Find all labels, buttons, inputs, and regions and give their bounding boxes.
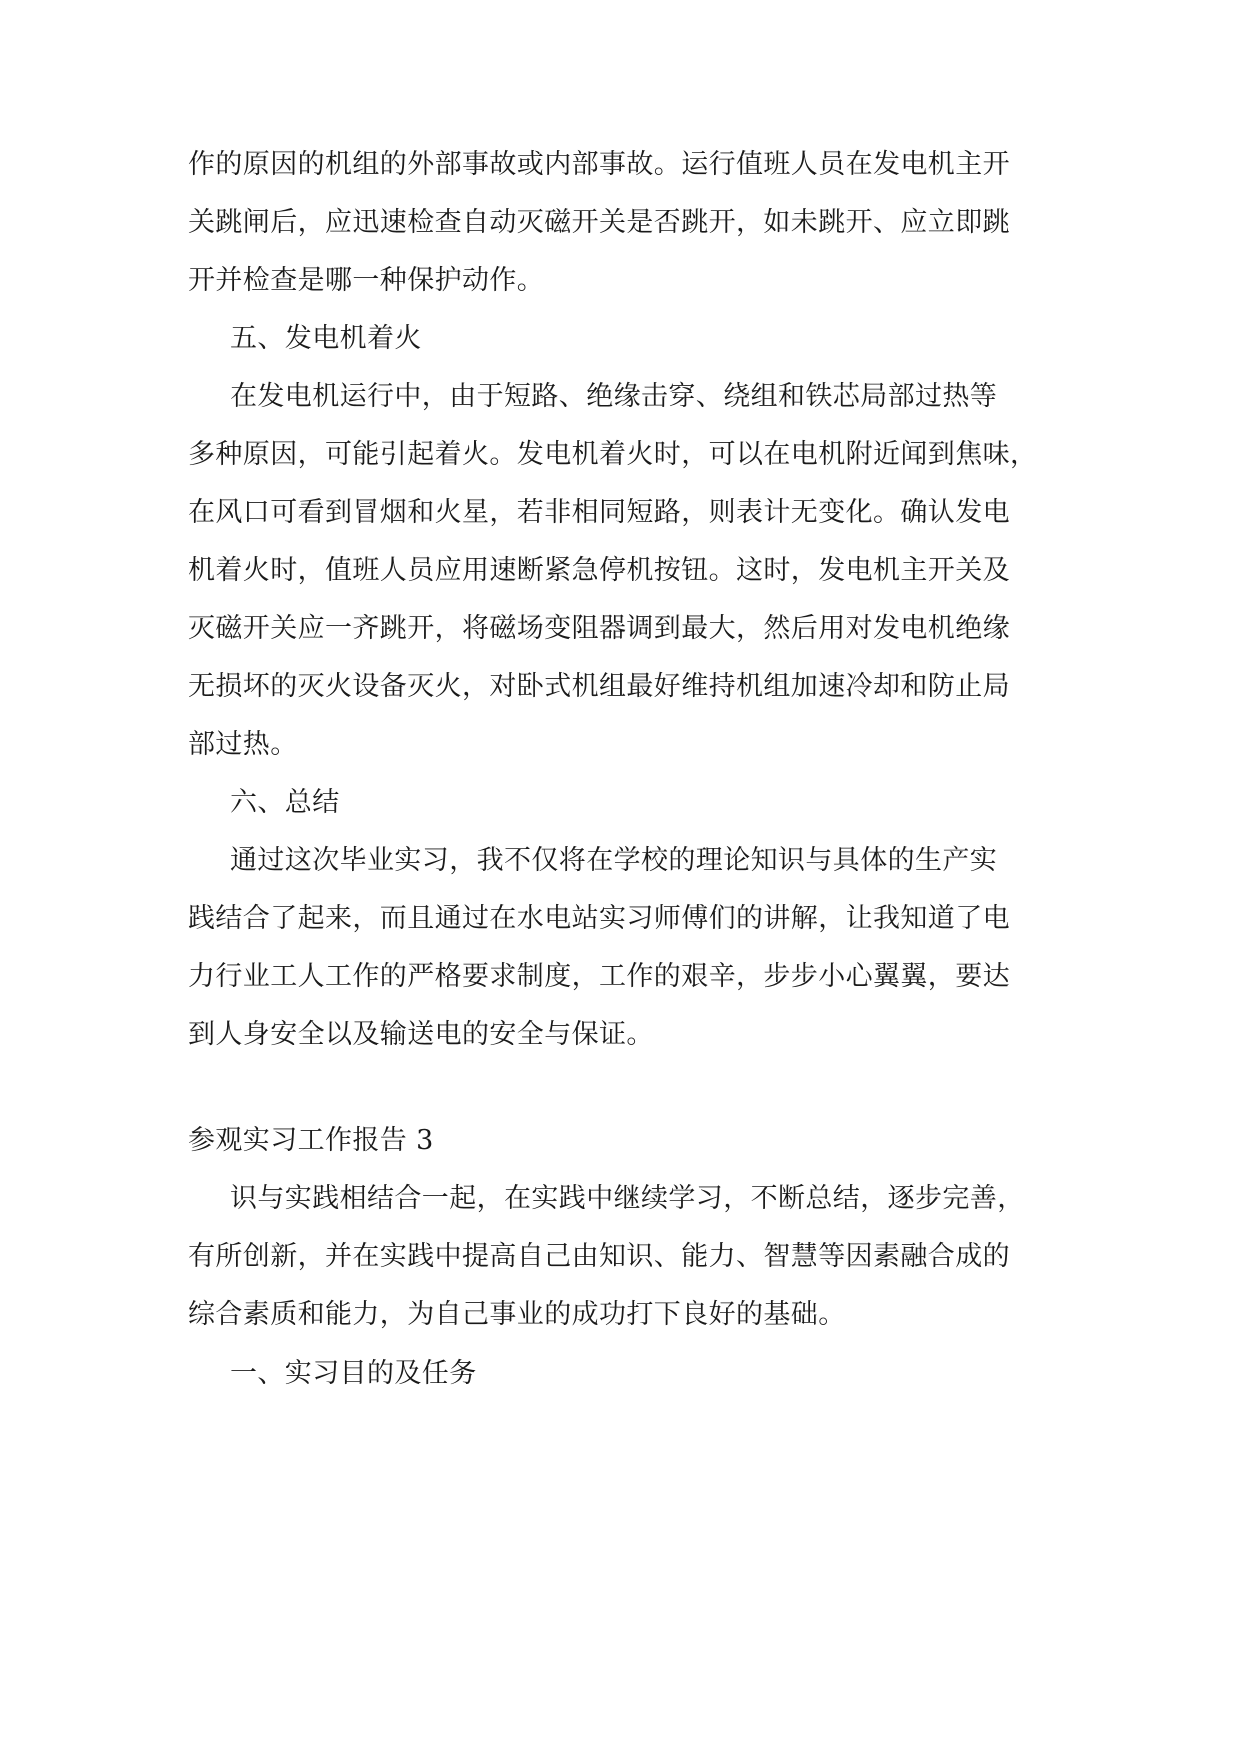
body-text-line: 作的原因的机组的外部事故或内部事故。运行值班人员在发电机主开 xyxy=(188,149,1010,180)
body-text-line: 开并检查是哪一种保护动作。 xyxy=(188,265,545,296)
body-text-line: 机着火时，值班人员应用速断紧急停机按钮。这时，发电机主开关及 xyxy=(188,555,1010,586)
body-text-line: 通过这次毕业实习，我不仅将在学校的理论知识与具体的生产实 xyxy=(230,845,998,876)
report-title: 参观实习工作报告 3 xyxy=(188,1125,434,1156)
body-text-line: 多种原因，可能引起着火。发电机着火时，可以在电机附近闻到焦味， xyxy=(188,439,1038,470)
body-text-line: 无损坏的灭火设备灭火，对卧式机组最好维持机组加速冷却和防止局 xyxy=(188,671,1010,702)
body-text-line: 关跳闸后，应迅速检查自动灭磁开关是否跳开，如未跳开、应立即跳 xyxy=(188,207,1010,238)
body-text-line: 力行业工人工作的严格要求制度，工作的艰辛，步步小心翼翼，要达 xyxy=(188,961,1010,992)
body-text-line: 识与实践相结合一起，在实践中继续学习，不断总结，逐步完善， xyxy=(230,1183,1025,1214)
body-text-line: 在发电机运行中，由于短路、绝缘击穿、绕组和铁芯局部过热等 xyxy=(230,381,998,412)
body-text-line: 部过热。 xyxy=(188,729,298,760)
body-text-line: 灭磁开关应一齐跳开，将磁场变阻器调到最大，然后用对发电机绝缘 xyxy=(188,613,1010,644)
section-heading: 一、实习目的及任务 xyxy=(230,1358,477,1389)
section-heading: 五、发电机着火 xyxy=(230,323,422,354)
body-text-line: 在风口可看到冒烟和火星，若非相同短路，则表计无变化。确认发电 xyxy=(188,497,1010,528)
body-text-line: 到人身安全以及输送电的安全与保证。 xyxy=(188,1019,654,1050)
body-text-line: 综合素质和能力，为自己事业的成功打下良好的基础。 xyxy=(188,1299,846,1330)
section-heading: 六、总结 xyxy=(230,787,340,818)
body-text-line: 践结合了起来，而且通过在水电站实习师傅们的讲解，让我知道了电 xyxy=(188,903,1010,934)
body-text-line: 有所创新，并在实践中提高自己由知识、能力、智慧等因素融合成的 xyxy=(188,1241,1010,1272)
